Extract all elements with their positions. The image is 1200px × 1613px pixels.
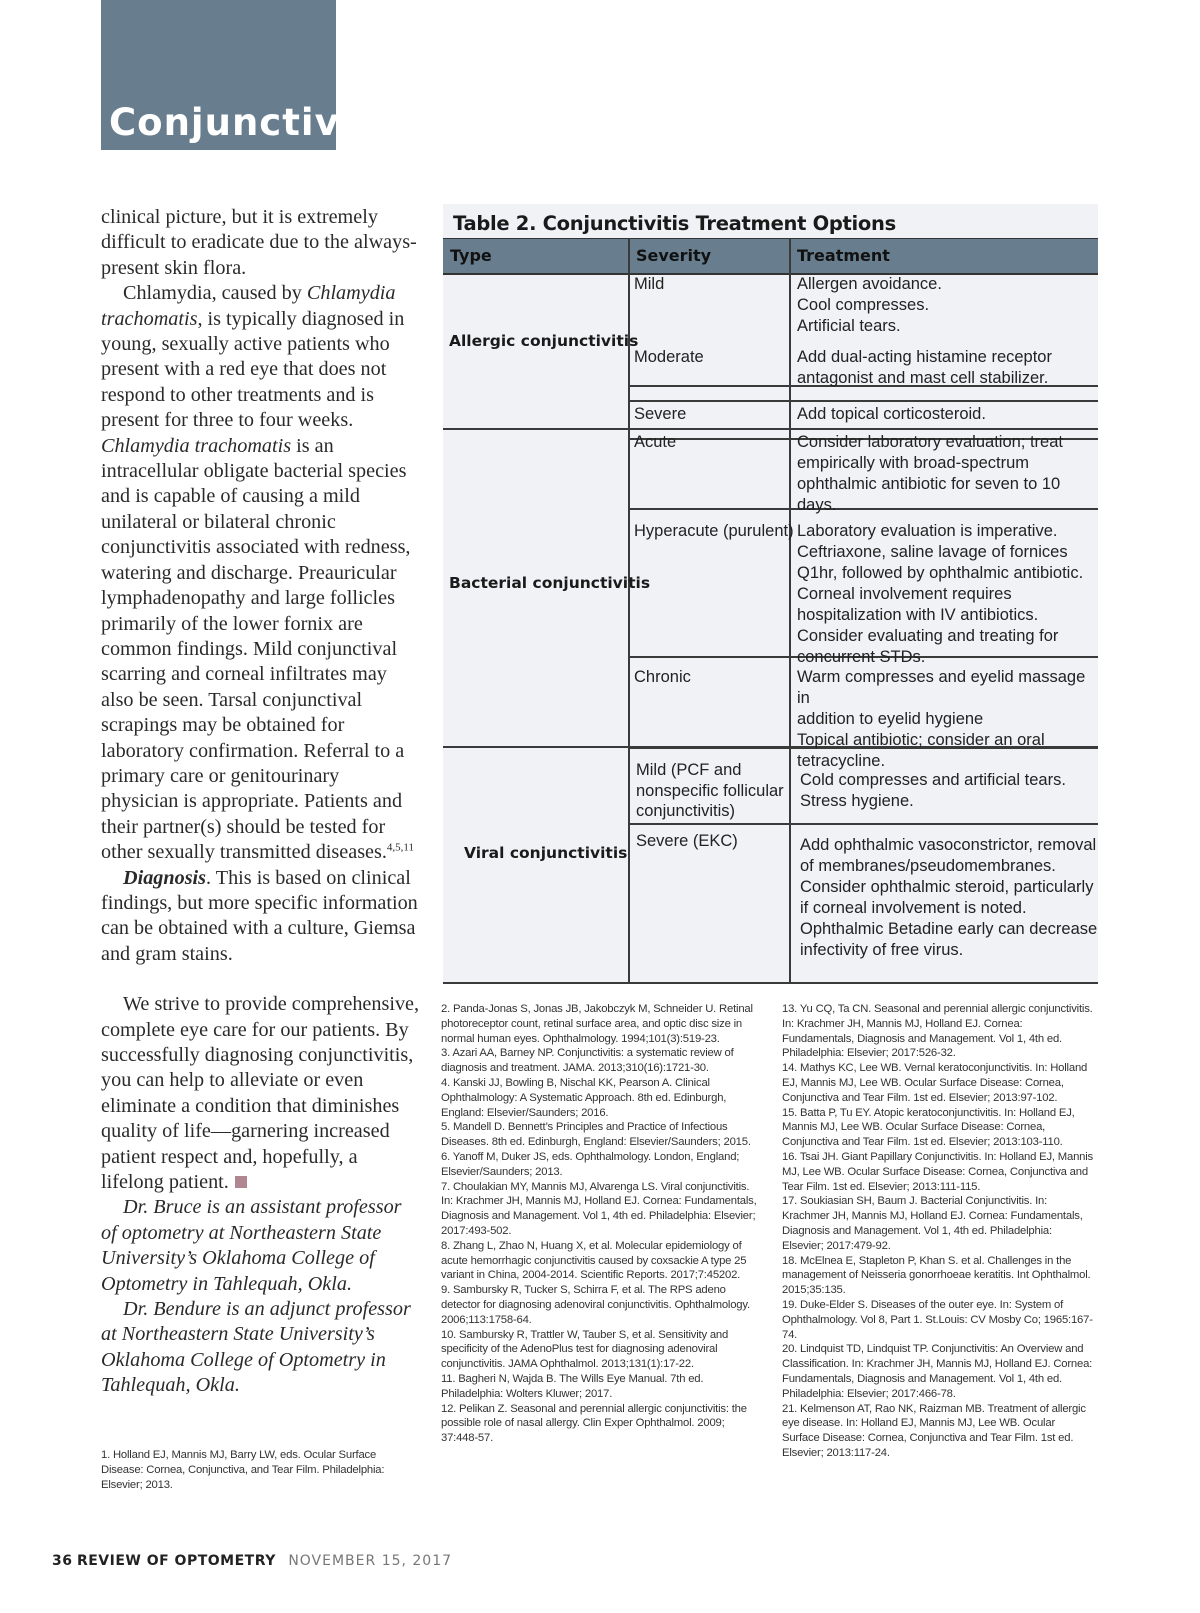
type-viral: Viral conjunctivitis: [464, 844, 628, 862]
type-allergic: Allergic conjunctivitis: [449, 332, 639, 350]
reference-item: 13. Yu CQ, Ta CN. Seasonal and perennial allergic conjunctivitis. In: Krachmer JH, Mannis MJ, Holland EJ. Cornea: Fundamentals, Diagnosis and Management. Vol 1, 4th ed. Philadelphia: Elsevier; 2017:526-32.: [782, 1003, 1093, 1060]
reference-item: 18. McElnea E, Stapleton P, Khan S. et al. Challenges in the management of Neisseria gonorrhoeae keratitis. Int Ophthalmol. 2015;35:135.: [782, 1254, 1091, 1297]
column-divider: [789, 238, 791, 984]
citation-superscript: 4,5,11: [386, 841, 415, 854]
row-divider: [629, 400, 1098, 402]
paragraph-1: clinical picture, but it is extremely difficult to eradicate due to the always-present skin flora.: [101, 206, 417, 279]
treatment-cell: Laboratory evaluation is imperative. Ceftriaxone, saline lavage of fornices Q1hr, followed by ophthalmic antibiotic. Corneal involvement requires hospitalization with IV antibiotics. Consider evaluating and treating for concurrent STDs.: [797, 522, 1084, 666]
reference-item: 14. Mathys KC, Lee WB. Vernal keratoconjunctivitis. In: Holland EJ, Mannis MJ, Lee WB. Ocular Surface Disease: Cornea, Conjunctiva and Tear Film. 1st ed. Elsevier; 2013:97-102.: [782, 1062, 1088, 1104]
treatment-cell: Consider laboratory evaluation; treat empirically with broad-spectrum ophthalmic antibiotic for seven to 10 days.: [797, 433, 1063, 514]
reference-item: 11. Bagheri N, Wajda B. The Wills Eye Manual. 7th ed. Philadelphia: Wolters Kluwer; 2017.: [441, 1372, 704, 1400]
reference-item: 21. Kelmenson AT, Rao NK, Raizman MB. Treatment of allergic eye disease. In: Holland EJ, Mannis MJ, Lee WB. Ocular Surface Disease: Cornea, Conjunctiva and Tear Film. 1st ed. Elsevier; 2013:117-24.: [782, 1402, 1086, 1459]
severity-cell: Acute: [634, 433, 677, 451]
paragraph-conclusion: We strive to provide comprehensive, complete eye care for our patients. By successfully diagnosing conjunctivitis, you can help to alleviate or even eliminate a condition that diminishes quality of life—garnering increased patient respect and, hopefully, a lifelong patient.: [101, 993, 420, 1194]
reference-item: 10. Sambursky R, Trattler W, Tauber S, et al. Sensitivity and specificity of the AdenoPlus test for diagnosing adenoviral conjunctivitis. JAMA Ophthalmol. 2013;131(1):17-22.: [441, 1328, 729, 1371]
reference-item: 6. Yanoff M, Duker JS, eds. Ophthalmology. London, England; Elsevier/Saunders; 2013.: [441, 1150, 740, 1178]
reference-item: 16. Tsai JH. Giant Papillary Conjunctivitis. In: Holland EJ, Mannis MJ, Lee WB. Ocular Surface Disease: Cornea, Conjunctiva and Tear Film. 1st ed. Elsevier; 2013:111-115.: [782, 1150, 1094, 1193]
row-divider: [629, 823, 1098, 825]
reference-item: 15. Batta P, Tu EY. Atopic keratoconjunctivitis. In: Holland EJ, Mannis MJ, Lee WB. Ocular Surface Disease: Cornea, Conjunctiva and Tear Film. 1st ed. Elsevier; 2013:103-110.: [782, 1106, 1075, 1149]
type-divider: [443, 428, 1098, 430]
reference-item: 4. Kanski JJ, Bowling B, Nischal KK, Pearson A. Clinical Ophthalmology: A Systematic Approach. 8th ed. Edinburgh, England: Elsevier/Saunders; 2016.: [441, 1076, 727, 1119]
severity-cell: Chronic: [634, 668, 691, 686]
section-tab: [101, 0, 366, 150]
type-bacterial: Bacterial conjunctivitis: [449, 574, 651, 592]
severity-cell: Mild (PCF and nonspecific follicular conjunctivitis): [636, 761, 784, 820]
end-mark-icon: [235, 1176, 247, 1188]
severity-cell: Severe (EKC): [636, 832, 738, 850]
paragraph-chlamydia: Chlamydia, caused by Chlamydia trachomatis, is typically diagnosed in young, sexually active patients who present with a red eye that does not respond to other treatments and is present for three to four weeks. Chlamydia trachomatis is an intracellular obligate bacterial species and is capable of causing a mild unilateral or bilateral chronic conjunctivitis associated with redness, watering and discharge. Preauricular lymphadenopathy and large follicles primarily of the lower fornix are common findings. Mild conjunctival scarring and corneal infiltrates may also be seen. Tarsal conjunctival scrapings may be obtained for laboratory confirmation. Referral to a primary care or genitourinary physician is appropriate. Patients and their partner(s) should be tested for other sexually transmitted diseases.$^{4,5,11}$: [101, 282, 415, 864]
author-bio-bruce: Dr. Bruce is an assistant professor of optometry at Northeastern State University’s Oklahoma College of Optometry in Tahlequah, Okla.: [101, 1196, 402, 1295]
page-number: 36: [52, 1553, 73, 1569]
section-label: Conjunctiva: [109, 101, 366, 144]
header-treatment: Treatment: [797, 246, 890, 265]
issue-date: NOVEMBER 15, 2017: [288, 1553, 453, 1569]
reference-item: 5. Mandell D. Bennett’s Principles and Practice of Infectious Diseases. 8th ed. Edinburgh, England: Elsevier/Saunders; 2015.: [441, 1121, 751, 1149]
reference-item: 9. Sambursky R, Tucker S, Schirra F, et al. The RPS adeno detector for diagnosing adenoviral conjunctivitis. Ophthalmology. 2006;113:1758-64.: [441, 1284, 750, 1326]
reference-item: 12. Pelikan Z. Seasonal and perennial allergic conjunctivitis: the possible role of nasal allergy. Clin Exper Ophthalmol. 2009; 37:448-57.: [441, 1402, 747, 1445]
diagnosis-heading: Diagnosis: [123, 866, 207, 889]
treatment-cell: Add topical corticosteroid.: [797, 405, 986, 423]
reference-item: 7. Choulakian MY, Mannis MJ, Alvarenga LS. Viral conjunctivitis. In: Krachmer JH, Mannis MJ, Holland EJ. Cornea: Fundamentals, Diagnosis and Management. Vol 1, 4th ed. Philadelphia: Elsevier; 2017:493-502.: [441, 1180, 757, 1237]
table-bottom-border: [443, 982, 1098, 984]
header-type: Type: [450, 246, 492, 265]
severity-cell: Severe: [634, 405, 687, 423]
paragraph-diagnosis: Diagnosis. This is based on clinical findings, but more specific information can be obtained with a culture, Giemsa and gram stains.: [101, 866, 418, 965]
article-body: [101, 205, 421, 1399]
references-column-3: [782, 1002, 1094, 1461]
treatment-cell: Cold compresses and artificial tears. Stress hygiene.: [800, 771, 1066, 810]
reference-item: 2. Panda-Jonas S, Jonas JB, Jakobczyk M, Schneider U. Retinal photoreceptor count, retinal surface area, and optic disc size in normal human eyes. Ophthalmology. 1994;101(3):519-23.: [441, 1003, 753, 1045]
reference-1: 1. Holland EJ, Mannis MJ, Barry LW, eds. Ocular Surface Disease: Cornea, Conjunctiva, and Tear Film. Philadelphia: Elsevier; 2013.: [101, 1449, 385, 1491]
publication-name: REVIEW OF OPTOMETRY: [76, 1553, 276, 1569]
treatment-cell: Warm compresses and eyelid massage in addition to eyelid hygiene Topical antibiotic; consider an oral tetracycline.: [797, 668, 1086, 770]
header-severity: Severity: [636, 246, 712, 265]
severity-cell: Hyperacute (purulent): [634, 522, 794, 540]
references-column-2: [441, 1002, 759, 1446]
page-footer: [52, 1553, 452, 1569]
author-bio-bendure: Dr. Bendure is an adjunct professor at Northeastern State University’s Oklahoma College of Optometry in Tahlequah, Okla.: [101, 1298, 411, 1397]
reference-item: 20. Lindquist TD, Lindquist TP. Conjunctivitis: An Overview and Classification. In: Krachmer JH, Mannis MJ, Holland EJ. Cornea: Fundamentals, Diagnosis and Management. Vol 1, 4th ed. Philadelphia: Elsevier; 2017:466-78.: [782, 1343, 1093, 1400]
reference-item: 8. Zhang L, Zhao N, Huang X, et al. Molecular epidemiology of acute hemorrhagic conjunctivitis caused by coxsackie A type 25 variant in China, 2004-2014. Scientific Reports. 2017;7:45202.: [441, 1239, 747, 1282]
reference-item: 19. Duke-Elder S. Diseases of the outer eye. In: System of Ophthalmology. Vol 8, Part 1. St.Louis: CV Mosby Co; 1965:167-74.: [782, 1298, 1093, 1341]
treatment-table: [443, 204, 1098, 984]
treatment-cell: Add ophthalmic vasoconstrictor, removal of membranes/pseudomembranes. Consider ophthalmic steroid, particularly if corneal involvement is noted. Ophthalmic Betadine early can decrease infectivity of free virus.: [800, 836, 1098, 959]
severity-cell: Moderate: [634, 348, 704, 366]
table-title: Table 2. Conjunctivitis Treatment Options: [453, 212, 896, 235]
table-header-row: [443, 238, 1098, 275]
reference-item: 17. Soukiasian SH, Baum J. Bacterial Conjunctivitis. In: Krachmer JH, Mannis MJ, Holland EJ. Cornea: Fundamentals, Diagnosis and Management. Vol 1, 4th ed. Philadelphia: Elsevier; 2017:479-92.: [782, 1195, 1083, 1252]
treatment-cell: Add dual-acting histamine receptor antagonist and mast cell stabilizer.: [797, 348, 1052, 387]
treatment-cell: Allergen avoidance. Cool compresses. Artificial tears.: [797, 275, 942, 335]
reference-item: 3. Azari AA, Barney NP. Conjunctivitis: a systematic review of diagnosis and treatment. JAMA. 2013;310(16):1721-30.: [441, 1047, 734, 1075]
severity-cell: Mild: [634, 275, 665, 293]
